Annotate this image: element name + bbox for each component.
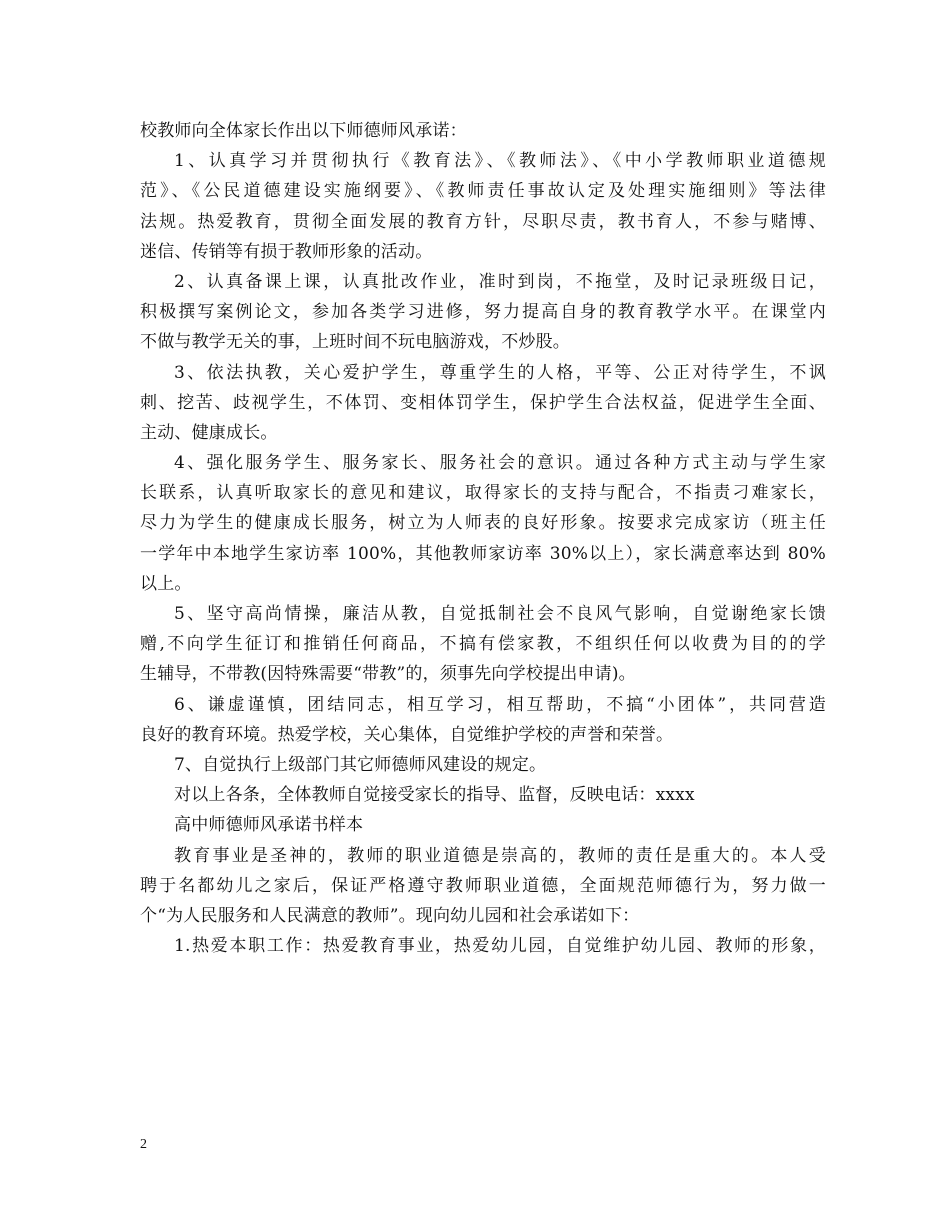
text-line: 3、依法执教，关心爱护学生，尊重学生的人格，平等、公正对待学生，不讽 [174,362,826,383]
text-line: 1、认真学习并贯彻执行《教育法》、《教师法》、《中小学教师职业道德规 [174,151,826,172]
text-line: 不做与教学无关的事，上班时间不玩电脑游戏，不炒股。 [140,332,570,353]
text-line: 法规。热爱教育，贯彻全面发展的教育方针，尽职尽责，教书育人，不参与赌博、 [140,211,826,232]
text-line: 4、强化服务学生、服务家长、服务社会的意识。通过各种方式主动与学生家 [174,453,826,474]
text-line: 长联系，认真听取家长的意见和建议，取得家长的支持与配合，不指责刁难家长， [140,483,826,504]
text-line: 良好的教育环境。热爱学校，关心集体，自觉维护学校的声誉和荣誉。 [140,724,674,745]
text-line: 积极撰写案例论文，参加各类学习进修，努力提高自身的教育教学水平。在课堂内 [140,302,826,323]
text-line: 高中师德师风承诺书样本 [174,815,364,836]
text-line: 7、自觉执行上级部门其它师德师风建设的规定。 [174,754,547,775]
text-line: 生辅导，不带教(因特殊需要“带教”的，须事先向学校提出申请)。 [140,664,636,685]
text-line: 尽力为学生的健康成长服务，树立为人师表的良好形象。按要求完成家访（班主任 [140,513,826,534]
text-line: 个“为人民服务和人民满意的教师”。现向幼儿园和社会承诺如下： [140,905,640,926]
page-number: 2 [140,1137,147,1152]
text-line: 校教师向全体家长作出以下师德师风承诺： [140,121,467,141]
text-line: 一学年中本地学生家访率 100%，其他教师家访率 30%以上），家长满意率达到 80% [140,543,826,564]
text-line: 5、坚守高尚情操，廉洁从教，自觉抵制社会不良风气影响，自觉谢绝家长馈 [174,604,826,624]
text-line: 教育事业是圣神的，教师的职业道德是崇高的，教师的责任是重大的。本人受 [174,845,826,866]
text-line: 主动、健康成长。 [140,422,278,443]
text-line: 赠,不向学生征订和推销任何商品，不搞有偿家教，不组织任何以收费为目的的学 [140,634,826,655]
text-line: 范》、《公民道德建设实施纲要》、《教师责任事故认定及处理实施细则》等法律 [140,181,826,202]
text-line: 迷信、传销等有损于教师形象的活动。 [140,241,433,262]
text-line: 2、认真备课上课，认真批改作业，准时到岗，不拖堂，及时记录班级日记， [174,271,826,292]
text-line: 聘于名都幼儿之家后，保证严格遵守教师职业道德，全面规范师德行为，努力做一 [140,875,826,896]
text-line: 1.热爱本职工作：热爱教育事业，热爱幼儿园，自觉维护幼儿园、教师的形象， [174,936,826,957]
document-body [140,116,826,961]
text-line: 6、谦虚谨慎，团结同志，相互学习，相互帮助，不搞“小团体”，共同营造 [174,694,826,715]
text-line: 对以上各条，全体教师自觉接受家长的指导、监督，反映电话：xxxx [174,785,695,806]
text-line: 刺、挖苦、歧视学生，不体罚、变相体罚学生，保护学生合法权益，促进学生全面、 [140,392,826,413]
text-line: 以上。 [140,573,192,594]
